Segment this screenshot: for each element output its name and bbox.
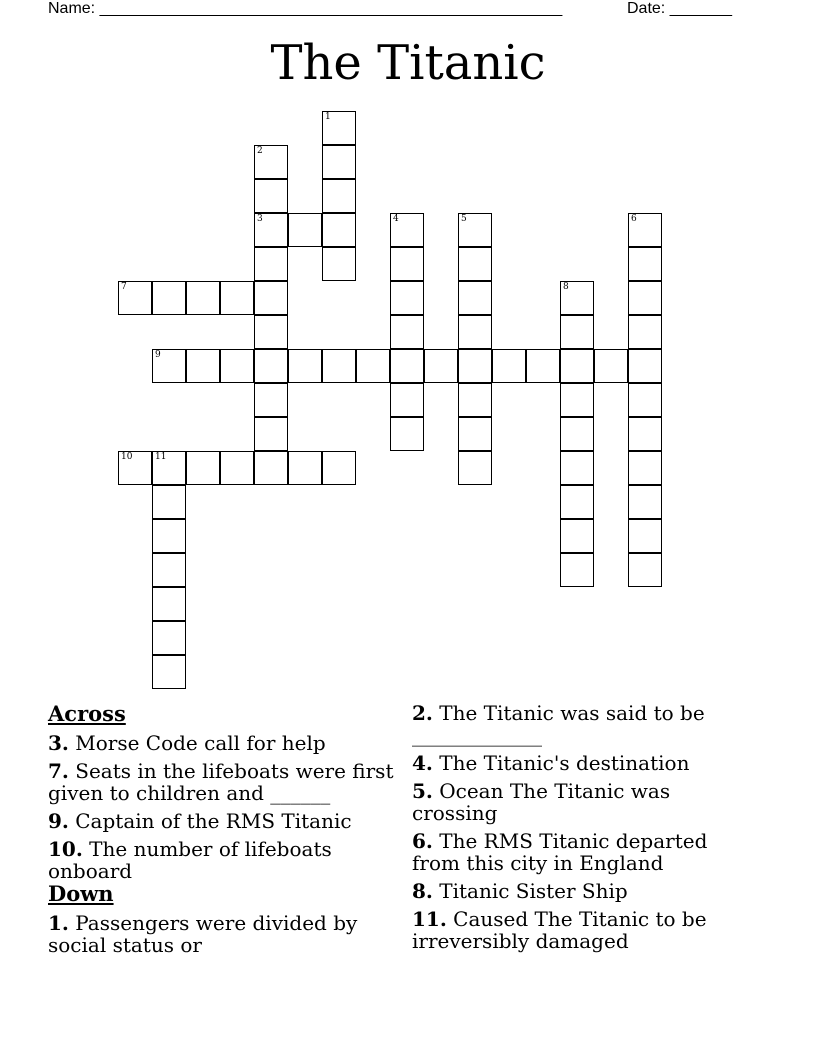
grid-cell[interactable]: [254, 145, 288, 179]
grid-cell[interactable]: [390, 281, 424, 315]
cell-number: 7: [121, 282, 127, 292]
cell-number: 4: [393, 214, 399, 224]
grid-cell[interactable]: [628, 383, 662, 417]
grid-cell[interactable]: [458, 383, 492, 417]
grid-cell[interactable]: [220, 451, 254, 485]
down-heading: Down: [48, 881, 114, 906]
grid-cell[interactable]: [186, 451, 220, 485]
grid-cell[interactable]: [628, 519, 662, 553]
grid-cell[interactable]: [152, 281, 186, 315]
grid-cell[interactable]: [118, 281, 152, 315]
clue-number: 2.: [412, 701, 433, 725]
grid-cell[interactable]: [458, 247, 492, 281]
grid-cell[interactable]: [152, 349, 186, 383]
clue-text: Seats in the lifeboats were first given to children and ______: [48, 759, 394, 805]
grid-cell[interactable]: [560, 519, 594, 553]
grid-cell[interactable]: [254, 417, 288, 451]
grid-cell[interactable]: [152, 621, 186, 655]
clue-number: 11.: [412, 907, 447, 931]
grid-cell[interactable]: [458, 315, 492, 349]
down-clue-1: [48, 912, 400, 956]
clue-text: The Titanic was said to be _____________: [412, 701, 705, 747]
grid-cell[interactable]: [560, 485, 594, 519]
grid-cell[interactable]: [322, 179, 356, 213]
grid-cell[interactable]: [390, 213, 424, 247]
clue-text: The number of lifeboats onboard: [48, 837, 332, 883]
clue-number: 3.: [48, 731, 69, 755]
clue-number: 8.: [412, 879, 433, 903]
grid-cell[interactable]: [152, 553, 186, 587]
clue-text: Captain of the RMS Titanic: [75, 809, 352, 833]
grid-cell[interactable]: [254, 179, 288, 213]
grid-cell[interactable]: [628, 349, 662, 383]
clue-number: 6.: [412, 829, 433, 853]
down-clue-4: [412, 752, 752, 774]
grid-cell[interactable]: [628, 247, 662, 281]
grid-cell[interactable]: [152, 587, 186, 621]
clue-text: The Titanic's destination: [439, 751, 690, 775]
grid-cell[interactable]: [254, 451, 288, 485]
grid-cell[interactable]: [458, 451, 492, 485]
cell-number: 2: [257, 146, 263, 156]
grid-cell[interactable]: [254, 315, 288, 349]
grid-cell[interactable]: [322, 349, 356, 383]
grid-cell[interactable]: [458, 417, 492, 451]
grid-cell[interactable]: [152, 655, 186, 689]
grid-cell[interactable]: [560, 451, 594, 485]
grid-cell[interactable]: [628, 213, 662, 247]
grid-cell[interactable]: [458, 281, 492, 315]
grid-cell[interactable]: [628, 451, 662, 485]
grid-cell[interactable]: [458, 213, 492, 247]
clue-number: 1.: [48, 911, 69, 935]
across-clue-10: [48, 838, 400, 882]
grid-cell[interactable]: [186, 349, 220, 383]
grid-cell[interactable]: [560, 553, 594, 587]
name-field-label[interactable]: Name: ____________________________________________________: [48, 0, 563, 17]
grid-cell[interactable]: [458, 349, 492, 383]
grid-cell[interactable]: [628, 281, 662, 315]
grid-cell[interactable]: [390, 383, 424, 417]
cell-number: 3: [257, 214, 263, 224]
grid-cell[interactable]: [186, 281, 220, 315]
grid-cell[interactable]: [152, 519, 186, 553]
cell-number: 6: [631, 214, 637, 224]
cell-number: 9: [155, 350, 161, 360]
grid-cell[interactable]: [560, 315, 594, 349]
across-clue-9: [48, 810, 400, 832]
down-clue-11: [412, 908, 752, 952]
grid-cell[interactable]: [254, 349, 288, 383]
clues-column-left: [48, 702, 400, 956]
grid-cell[interactable]: [288, 451, 322, 485]
grid-cell[interactable]: [526, 349, 560, 383]
grid-cell[interactable]: [390, 417, 424, 451]
grid-cell[interactable]: [322, 247, 356, 281]
grid-cell[interactable]: [254, 213, 288, 247]
grid-cell[interactable]: [322, 213, 356, 247]
cell-number: 10: [121, 452, 133, 462]
across-clue-7: [48, 760, 400, 804]
cell-number: 5: [461, 214, 467, 224]
down-clue-8: [412, 880, 752, 902]
clue-number: 5.: [412, 779, 433, 803]
clue-text: Passengers were divided by social status or: [48, 911, 358, 957]
cell-number: 1: [325, 112, 331, 122]
grid-cell[interactable]: [254, 247, 288, 281]
clue-text: Ocean The Titanic was crossing: [412, 779, 671, 825]
clue-text: Caused The Titanic to be irreversibly damaged: [412, 907, 707, 953]
grid-cell[interactable]: [152, 451, 186, 485]
grid-cell[interactable]: [322, 145, 356, 179]
grid-cell[interactable]: [492, 349, 526, 383]
clue-text: Titanic Sister Ship: [439, 879, 628, 903]
down-clue-6: [412, 830, 752, 874]
grid-cell[interactable]: [254, 383, 288, 417]
grid-cell[interactable]: [628, 417, 662, 451]
cell-number: 8: [563, 282, 569, 292]
grid-cell[interactable]: [254, 281, 288, 315]
grid-cell[interactable]: [288, 349, 322, 383]
grid-cell[interactable]: [322, 451, 356, 485]
grid-cell[interactable]: [220, 281, 254, 315]
grid-cell[interactable]: [560, 417, 594, 451]
down-clue-5: [412, 780, 752, 824]
grid-cell[interactable]: [628, 485, 662, 519]
down-clue-2: [412, 702, 752, 746]
grid-cell[interactable]: [356, 349, 390, 383]
across-heading: Across: [48, 701, 126, 726]
grid-cell[interactable]: [390, 315, 424, 349]
across-clue-3: [48, 732, 400, 754]
clue-number: 10.: [48, 837, 83, 861]
grid-cell[interactable]: [560, 281, 594, 315]
grid-cell[interactable]: [424, 349, 458, 383]
grid-cell[interactable]: [390, 247, 424, 281]
grid-cell[interactable]: [322, 111, 356, 145]
grid-cell[interactable]: [594, 349, 628, 383]
grid-cell[interactable]: [628, 315, 662, 349]
grid-cell[interactable]: [118, 451, 152, 485]
clue-number: 4.: [412, 751, 433, 775]
cell-number: 11: [155, 452, 167, 462]
grid-cell[interactable]: [628, 553, 662, 587]
grid-cell[interactable]: [560, 383, 594, 417]
grid-cell[interactable]: [560, 349, 594, 383]
clue-number: 7.: [48, 759, 69, 783]
grid-cell[interactable]: [390, 349, 424, 383]
clues-column-right: [412, 702, 752, 952]
grid-cell[interactable]: [152, 485, 186, 519]
clue-text: The RMS Titanic departed from this city in England: [412, 829, 708, 875]
clue-text: Morse Code call for help: [75, 731, 326, 755]
page-title: The Titanic: [270, 35, 546, 91]
grid-cell[interactable]: [220, 349, 254, 383]
date-field-label[interactable]: Date: _______: [627, 0, 732, 17]
grid-cell[interactable]: [288, 213, 322, 247]
clue-number: 9.: [48, 809, 69, 833]
